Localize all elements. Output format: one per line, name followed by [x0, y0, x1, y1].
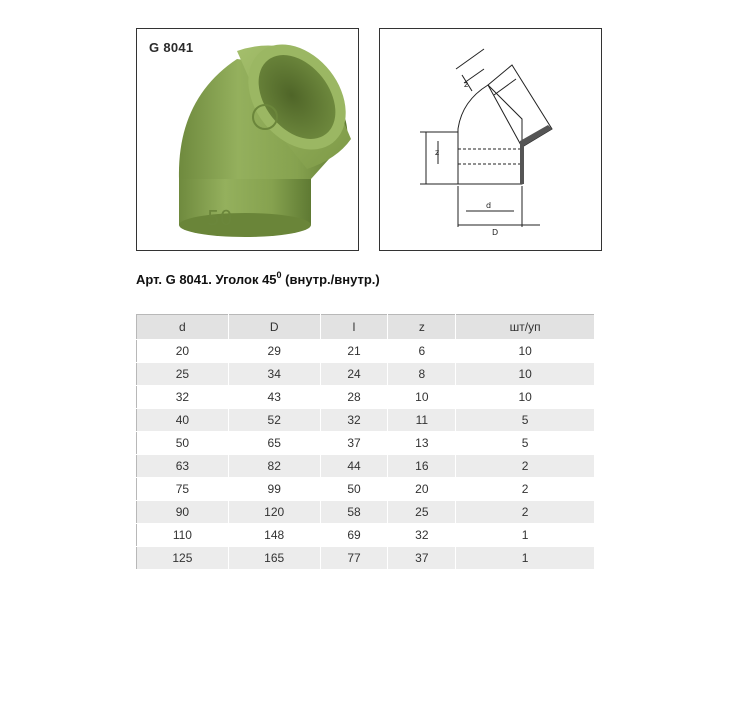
- cell-d: 40: [137, 409, 229, 432]
- dim-z-left-label: z: [435, 148, 440, 157]
- cell-D: 82: [228, 455, 320, 478]
- column-header-z: z: [388, 315, 456, 340]
- cell-z: 25: [388, 501, 456, 524]
- cell-d: 32: [137, 386, 229, 409]
- table-header-row: [137, 315, 595, 340]
- table-row: [137, 432, 595, 455]
- cell-D: 52: [228, 409, 320, 432]
- cell-d: 110: [137, 524, 229, 547]
- cell-pack-qty: 1: [456, 547, 595, 570]
- product-photo-panel: [136, 28, 359, 251]
- cell-l: 21: [320, 340, 388, 363]
- cell-pack-qty: 10: [456, 340, 595, 363]
- cell-d: 50: [137, 432, 229, 455]
- cell-z: 16: [388, 455, 456, 478]
- table-row: [137, 547, 595, 570]
- cell-l: 37: [320, 432, 388, 455]
- article-title-text: Арт. G 8041. Уголок 45: [136, 272, 277, 287]
- cell-D: 148: [228, 524, 320, 547]
- cell-D: 34: [228, 363, 320, 386]
- cell-d: 125: [137, 547, 229, 570]
- table-row: [137, 478, 595, 501]
- column-header-D: D: [228, 315, 320, 340]
- cell-z: 20: [388, 478, 456, 501]
- table-body: [137, 340, 595, 570]
- cell-l: 58: [320, 501, 388, 524]
- column-header-d: d: [137, 315, 229, 340]
- dim-z-angled-label: z: [464, 80, 469, 89]
- technical-drawing-panel: [379, 28, 602, 251]
- cell-l: 28: [320, 386, 388, 409]
- cell-D: 99: [228, 478, 320, 501]
- cell-pack-qty: 2: [456, 501, 595, 524]
- cell-D: 65: [228, 432, 320, 455]
- cell-d: 90: [137, 501, 229, 524]
- cell-D: 43: [228, 386, 320, 409]
- cell-d: 75: [137, 478, 229, 501]
- cell-l: 69: [320, 524, 388, 547]
- product-code-label: G 8041: [149, 40, 194, 55]
- cell-z: 10: [388, 386, 456, 409]
- cell-z: 13: [388, 432, 456, 455]
- cell-l: 32: [320, 409, 388, 432]
- cell-D: 165: [228, 547, 320, 570]
- elbow-dimension-drawing: [380, 29, 601, 250]
- cell-pack-qty: 10: [456, 386, 595, 409]
- dim-d-label: d: [486, 201, 492, 210]
- cell-D: 120: [228, 501, 320, 524]
- cell-d: 63: [137, 455, 229, 478]
- cell-D: 29: [228, 340, 320, 363]
- cell-d: 20: [137, 340, 229, 363]
- table-row: [137, 455, 595, 478]
- cell-l: 24: [320, 363, 388, 386]
- column-header-pack-qty: шт/уп: [456, 315, 595, 340]
- cell-pack-qty: 5: [456, 432, 595, 455]
- cell-z: 8: [388, 363, 456, 386]
- table-row: [137, 386, 595, 409]
- cell-pack-qty: 10: [456, 363, 595, 386]
- table-row: [137, 409, 595, 432]
- table-row: [137, 340, 595, 363]
- article-title: [136, 272, 380, 287]
- cell-l: 77: [320, 547, 388, 570]
- cell-pack-qty: 5: [456, 409, 595, 432]
- cell-l: 50: [320, 478, 388, 501]
- dim-D-label: D: [492, 228, 499, 237]
- cell-z: 37: [388, 547, 456, 570]
- table-row: [137, 363, 595, 386]
- cell-d: 25: [137, 363, 229, 386]
- table-row: [137, 524, 595, 547]
- molded-size-marking: 50: [207, 206, 233, 230]
- column-header-l: l: [320, 315, 388, 340]
- cell-pack-qty: 2: [456, 455, 595, 478]
- cell-z: 6: [388, 340, 456, 363]
- cell-z: 11: [388, 409, 456, 432]
- table-row: [137, 501, 595, 524]
- dimensions-table: [136, 314, 595, 570]
- cell-pack-qty: 2: [456, 478, 595, 501]
- degree-superscript: 0: [276, 270, 282, 280]
- cell-pack-qty: 1: [456, 524, 595, 547]
- article-title-suffix: (внутр./внутр.): [281, 272, 380, 287]
- cell-z: 32: [388, 524, 456, 547]
- cell-l: 44: [320, 455, 388, 478]
- elbow-fitting-photo: [137, 29, 358, 250]
